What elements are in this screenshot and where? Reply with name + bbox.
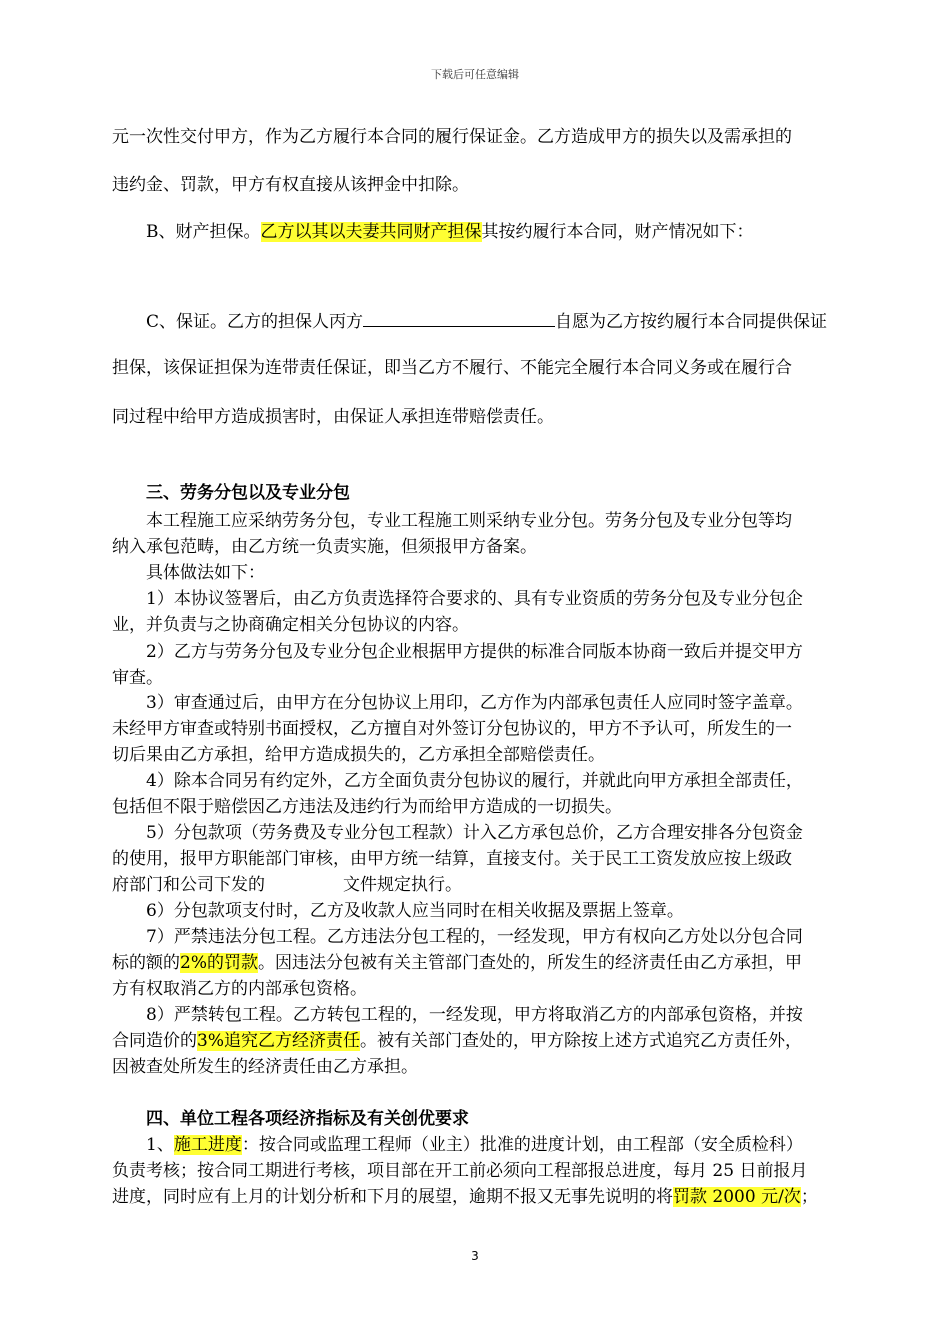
paragraph-line: 元一次性交付甲方，作为乙方履行本合同的履行保证金。乙方造成甲方的损失以及需承担的: [112, 127, 792, 147]
list-item-line: [112, 874, 892, 896]
page-header: 下载后可任意编辑: [431, 68, 519, 81]
text-segment: 标的额的: [112, 953, 180, 973]
highlighted-text: 施工进度: [173, 1135, 242, 1155]
list-item-line: 1）本协议签署后，由乙方负责选择符合要求的、具有专业资质的劳务分包及专业分包企: [146, 589, 803, 609]
highlighted-text: 乙方以其以夫妻共同财产担保: [260, 222, 482, 242]
page-number: 3: [471, 1249, 479, 1263]
list-item-line: 包括但不限于赔偿因乙方违法及违约行为而给甲方造成的一切损失。: [112, 797, 622, 817]
list-item-line: 3）审查通过后，由甲方在分包协议上用印，乙方作为内部承包责任人应同时签字盖章。: [146, 693, 803, 713]
list-item-line: 切后果由乙方承担，给甲方造成损失的，乙方承担全部赔偿责任。: [112, 745, 605, 765]
guarantor-line: [146, 310, 892, 333]
list-item-line: 6）分包款项支付时，乙方及收款人应当同时在相关收据及票据上签章。: [146, 901, 684, 921]
list-item-line: [112, 952, 892, 974]
list-item-line: 因被查处所发生的经济责任由乙方承担。: [112, 1057, 418, 1077]
list-item-line: 2）乙方与劳务分包及专业分包企业根据甲方提供的标准合同版本协商一致后并提交甲方: [146, 642, 803, 662]
guarantor-blank-field: [363, 310, 555, 327]
highlighted-text: 2%的罚款: [180, 953, 258, 973]
paragraph-line: 违约金、罚款，甲方有权直接从该押金中扣除。: [112, 175, 469, 195]
highlighted-text: 罚款 2000 元/次: [673, 1187, 801, 1207]
section-heading: 三、劳务分包以及专业分包: [146, 483, 350, 503]
text-segment: ：按合同或监理工程师（业主）批准的进度计划，由工程部（安全质检科）: [241, 1135, 803, 1155]
text-segment: 其按约履行本合同，财产情况如下：: [481, 222, 754, 242]
section-heading: 四、单位工程各项经济指标及有关创优要求: [146, 1109, 469, 1129]
text-segment: 府部门和公司下发的: [112, 875, 265, 895]
text-segment: 文件规定执行。: [343, 875, 462, 895]
list-item-line: 未经甲方审查或特别书面授权，乙方擅自对外签订分包协议的，甲方不予认可，所发生的一: [112, 719, 792, 739]
paragraph-line: 负责考核；按合同工期进行考核，项目部在开工前必须向工程部报总进度，每月 25 日前报月: [112, 1161, 808, 1181]
text-segment: 。被有关部门查处的，甲方除按上述方式追究乙方责任外，: [359, 1031, 802, 1051]
list-item-line: 7）严禁违法分包工程。乙方违法分包工程的，一经发现，甲方有权向乙方处以分包合同: [146, 927, 803, 947]
text-segment: 合同造价的: [112, 1031, 197, 1051]
list-item-line: 5）分包款项（劳务费及专业分包工程款）计入乙方承包总价，乙方合理安排各分包资金: [146, 823, 803, 843]
text-segment: 1、: [146, 1135, 174, 1155]
list-item-line: [112, 1030, 892, 1052]
paragraph-line: [112, 1186, 892, 1208]
text-segment: ；: [800, 1187, 818, 1207]
paragraph-line: 本工程施工应采纳劳务分包，专业工程施工则采纳专业分包。劳务分包及专业分包等均: [146, 511, 792, 531]
paragraph-line: 担保，该保证担保为连带责任保证，即当乙方不履行、不能完全履行本合同义务或在履行合: [112, 358, 792, 378]
text-segment: C、保证。乙方的担保人丙方: [146, 312, 364, 332]
text-segment: 。因违法分包被有关主管部门查处的，所发生的经济责任由乙方承担，甲: [257, 953, 802, 973]
list-item-line: 方有权取消乙方的内部承包资格。: [112, 979, 367, 999]
text-segment: B、财产担保。: [146, 222, 261, 242]
highlighted-text: 3%追究乙方经济责任: [197, 1031, 360, 1051]
list-item-line: 业，并负责与之协商确定相关分包协议的内容。: [112, 615, 469, 635]
list-item-line: 的使用，报甲方职能部门审核，由甲方统一结算，直接支付。关于民工工资发放应按上级政: [112, 849, 792, 869]
property-guarantee-line: [146, 221, 892, 243]
list-item-line: 4）除本合同另有约定外，乙方全面负责分包协议的履行，并就此向甲方承担全部责任，: [146, 771, 803, 791]
text-segment: 自愿为乙方按约履行本合同提供保证: [555, 312, 828, 332]
paragraph-line: 具体做法如下：: [146, 563, 265, 583]
list-item-line: 审查。: [112, 668, 163, 688]
list-item-line: 8）严禁转包工程。乙方转包工程的，一经发现，甲方将取消乙方的内部承包资格，并按: [146, 1005, 803, 1025]
text-segment: 进度，同时应有上月的计划分析和下月的展望，逾期不报又无事先说明的将: [112, 1187, 673, 1207]
paragraph-line: 纳入承包范畴，由乙方统一负责实施，但须报甲方备案。: [112, 537, 537, 557]
paragraph-line: 同过程中给甲方造成损害时，由保证人承担连带赔偿责任。: [112, 407, 554, 427]
paragraph-line: [146, 1134, 892, 1156]
